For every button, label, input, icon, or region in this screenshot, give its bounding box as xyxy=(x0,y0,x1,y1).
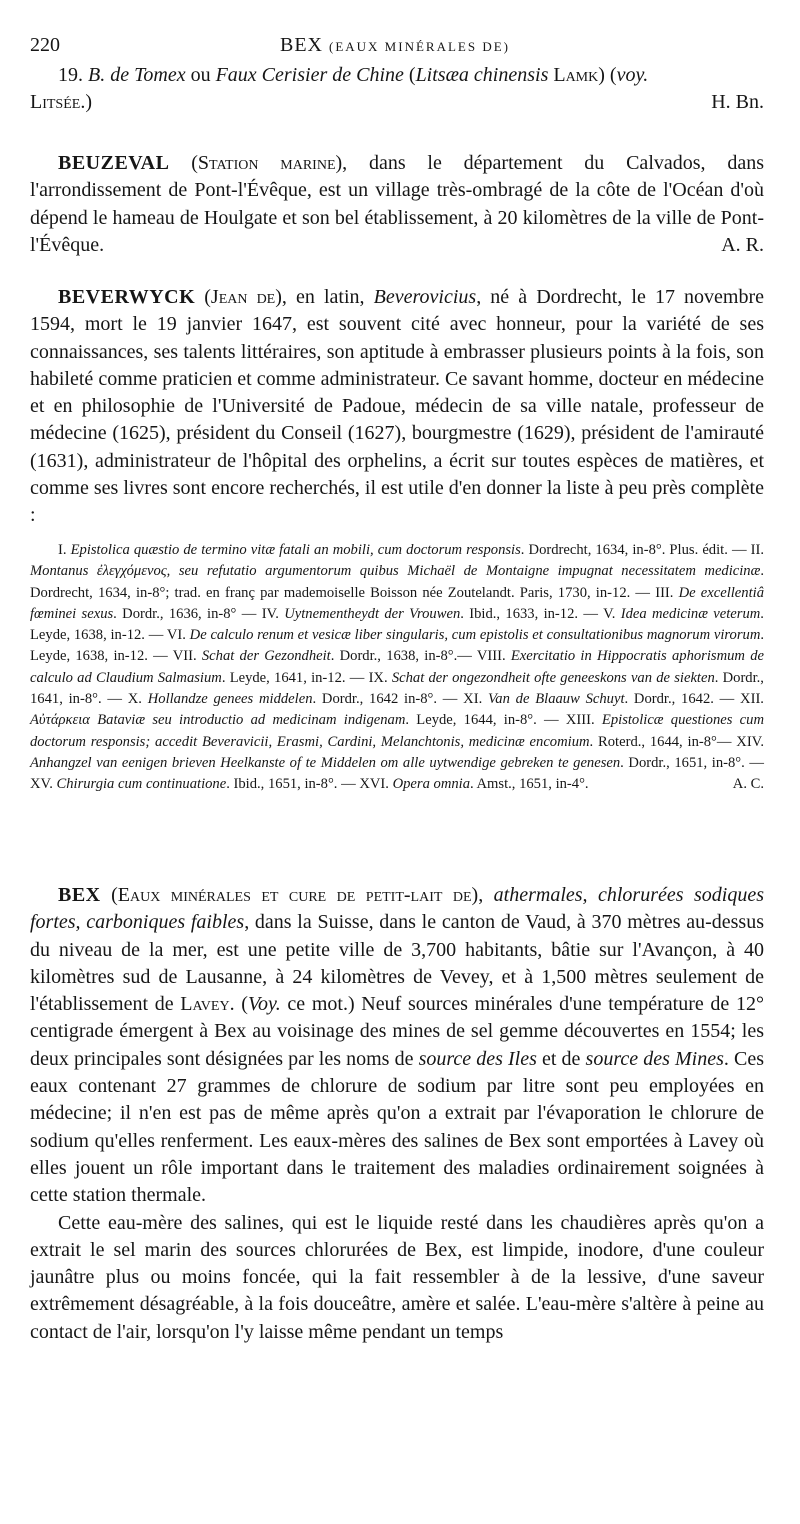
text-run: .) xyxy=(80,91,92,114)
work-number: XIV. xyxy=(736,733,764,750)
entry-author: A. R. xyxy=(721,233,764,256)
running-title-main: BEX xyxy=(280,34,323,56)
work-title: Uytnementheydt der Vrouwen xyxy=(284,605,461,622)
entry-forename: Jean de xyxy=(210,286,276,308)
work-details: . Leyde, 1641, in-12. — xyxy=(221,669,369,686)
text-run: et de xyxy=(536,1047,586,1070)
work-title: Hollandze genees middelen xyxy=(147,691,313,708)
work-details: . Dordrecht, 1634, in-8°; trad. en franç par mademoiselle Boisson née Zoutelandt. Paris, 1730, in-12. — xyxy=(30,563,764,601)
latin-name: Litsæa chinensis xyxy=(415,64,549,86)
entry-author: A. C. xyxy=(732,776,764,793)
work-details: . Dordr., 1642. — xyxy=(624,691,741,708)
work-title: Αὐτάρκεια Bataviæ seu introductio ad medicinam indigenam xyxy=(30,712,406,729)
see-ref: Voy. xyxy=(247,993,281,1016)
text-run: , né à Dordrecht, le 17 novembre 1594, mort le 19 janvier 1647, est souvent cité avec honneur, pour la variété de ses connaissances, ses talents littéraires, son aptitude à embrasser plusieurs points à la fois, son habileté comme praticien et comme administrateur. Ce savant homme, docteur en médecine et en philosophie de l'Université de Padoue, médecin de sa ville natale, professeur de médecine (1625), président du Conseil (1627), bourgmestre (1629), président de l'amirauté (1631), administrateur de l'hôpital des orphelins, a écrit sur toutes espèces de matières, et comme ses livres sont encore recherchés, il est utile d'en donner la liste à peu près complète : xyxy=(30,286,765,527)
entry-headword: BEVERWYCK xyxy=(58,286,196,308)
work-title: Chirurgia cum continuatione xyxy=(56,776,227,793)
entry-bex xyxy=(30,882,764,1346)
entry-beverwyck xyxy=(30,284,764,530)
work-number: X. xyxy=(127,691,148,708)
work-details: . Roterd., 1644, in-8°— xyxy=(589,733,737,750)
text-run: . ( xyxy=(229,993,248,1016)
entry-bex-paragraph-1 xyxy=(30,882,764,1210)
cross-reference: Lavey xyxy=(180,993,230,1016)
work-number: XII. xyxy=(740,691,764,708)
work-number: XI. xyxy=(463,691,488,708)
work-number: I. xyxy=(58,542,71,558)
work-title: Van de Blaauw Schuyt xyxy=(488,691,625,708)
entry-headword: BEX xyxy=(58,884,101,906)
entry-qualifier: Eaux minérales et cure de petit-lait de xyxy=(117,884,472,906)
work-title: Opera omnia xyxy=(392,776,471,793)
work-details: . Ibid., 1633, in-12. — xyxy=(460,605,604,622)
work-number: IV. xyxy=(261,605,285,622)
text-run: ou xyxy=(185,64,216,86)
work-details: . Dordr., 1641, in-8°. — xyxy=(30,669,764,708)
entry-beuzeval-paragraph xyxy=(30,150,764,259)
entry-tomex xyxy=(30,62,764,117)
text-run: ) ( xyxy=(598,64,617,86)
entry-beuzeval xyxy=(30,150,764,259)
work-details: . Leyde, 1638, in-12. — xyxy=(30,627,765,665)
bibliography-paragraph xyxy=(30,540,764,796)
work-title: Idea medicinæ veterum xyxy=(620,605,761,622)
work-title: De excellentiâ fœminei sexus xyxy=(30,584,764,622)
work-details: . Leyde, 1638, in-12. — xyxy=(30,605,764,644)
work-number: IX. xyxy=(368,669,392,686)
work-details: . Dordr., 1638, in-8°.— xyxy=(330,648,477,665)
entry-bex-paragraph-2: Cette eau-mère des salines, qui est le liquide resté dans les chaudières après qu'on a extrait le sel marin des sources chlorurées de Bex, est limpide, inodore, d'une couleur jaunâtre plus ou moins foncée, qui la fait ressembler à de la lessive, d'une saveur extrêmement désagréable, à la fois douceâtre, amère et salée. L'eau-mère s'altère à peine au contact de l'air, lorsqu'on l'y laisse même pendant un temps xyxy=(30,1211,764,1343)
entry-headword: BEUZEVAL xyxy=(58,152,170,174)
running-title-sub: (EAUX MINÉRALES DE) xyxy=(329,39,510,54)
source-name: source des Mines xyxy=(585,1047,724,1070)
work-title: Schat der ongezondheit ofte geneeskons van de siekten xyxy=(391,669,715,686)
text-run: ( xyxy=(195,286,211,308)
work-details: . Ibid., 1651, in-8°. — xyxy=(226,776,360,793)
work-number: XIII. xyxy=(565,712,602,729)
entry-number: 19. xyxy=(58,64,83,86)
botanist-abbrev: Lamk xyxy=(553,64,599,86)
work-details: . Dordrecht, 1634, in-8°. Plus. édit. — xyxy=(520,542,751,558)
work-title: De calculo renum et vesicæ liber singularis, cum epistolis et consultationibus magnorum virorum xyxy=(189,627,761,644)
entry-author: H. Bn. xyxy=(711,91,764,114)
text-run: ce mot.) Neuf sources minérales d'une température de 12° centigrade émergent à Bex au voisinage des mines de sel gemme découvertes en 1554; les deux principales sont désignées par les noms de xyxy=(30,993,764,1070)
page-number: 220 xyxy=(30,34,60,56)
work-number: XVI. xyxy=(359,776,393,793)
work-title: Anhangzel van eenigen brieven Heelkanste of te Middelen om alle uytwendige gebreken te genesen xyxy=(30,754,621,771)
text-run: , dans la Suisse, dans le canton de Vaud, à 370 mètres au-dessus du niveau de la mer, est une petite ville de 3,700 habitants, bâtie sur l'Avançon, à 40 kilomètres sud de Lausanne, à 24 kilomètres de Vevey, et à 1,500 mètres seulement de l'établissement de xyxy=(30,911,764,1016)
running-header xyxy=(30,30,760,60)
work-number: VI. xyxy=(166,627,190,644)
species-name: B. de Tomex xyxy=(88,64,186,86)
work-details: . Amst., 1651, in-4°. xyxy=(470,776,589,793)
see-ref: voy. xyxy=(616,64,649,86)
work-title: Schat der Gezondheit xyxy=(201,648,331,665)
source-name: source des Iles xyxy=(418,1047,537,1070)
work-details: . Dordr., 1636, in-8° — xyxy=(113,605,262,622)
entry-beverwyck-paragraph xyxy=(30,284,764,530)
running-title xyxy=(30,34,760,57)
latin-name: Beverovicius xyxy=(373,286,477,308)
water-classification: athermales, chlorurées sodiques fortes, carboniques faibles xyxy=(30,884,764,934)
work-details: . Dordr., 1651, in-8°. — xyxy=(620,754,764,771)
work-number: VIII. xyxy=(476,648,511,665)
text-run: ( xyxy=(403,64,416,86)
work-title: Montanus ἐλεγχόμενος, seu refutatio argumentorum quibus Michaël de Montaigne impugnat necessitatem medicinæ xyxy=(30,563,761,580)
text-run: ), dans le département du Calvados, dans l'arrondissement de Pont-l'Évêque, est un village très-ombragé de la côte de l'Océan d'où dépend le hameau de Houlgate et son bel établissement, à 20 kilomètres de la ville de Pont-l'Évêque. xyxy=(30,152,764,256)
text-run: . Ces eaux contenant 27 grammes de chlorure de sodium par litre sont peu employées en médecine; il n'en est pas de même après qu'on a extrait par l'évaporation le chlorure de sodium qu'elles renferment. Les eaux-mères des salines de Bex sont emportées à Lavey où elles jouent un rôle important dans le traitement des maladies ordinairement soignées à cette station thermale. xyxy=(30,1047,764,1207)
work-number: II. xyxy=(750,542,764,558)
work-details: . Dordr., 1642 in-8°. — xyxy=(312,691,464,708)
beverwyck-bibliography xyxy=(30,540,764,796)
work-title: Epistolica quæstio de termino vitæ fatali an mobili, cum doctorum responsis xyxy=(70,542,521,558)
cross-reference: Litsée xyxy=(30,91,81,114)
text-run: ), xyxy=(471,884,494,906)
entry-tomex-paragraph xyxy=(30,62,764,117)
text-run: ), en latin, xyxy=(275,286,374,308)
text-run: ( xyxy=(169,152,198,174)
work-number: XV. xyxy=(30,776,57,793)
common-name: Faux Cerisier de Chine xyxy=(215,64,404,86)
entry-qualifier: Station marine xyxy=(197,152,336,174)
work-details: . Leyde, 1644, in-8°. — xyxy=(405,712,566,729)
work-number: V. xyxy=(603,605,621,622)
text-run: ( xyxy=(100,884,118,906)
work-title: Epistolicæ questiones cum doctorum responsis; accedit Beveravicii, Erasmi, Cardini, Melanchtonis, medicinæ encomium xyxy=(30,712,764,750)
work-title: Exercitatio in Hippocratis aphorismum de calculo ad Claudium Salmasium xyxy=(30,648,764,686)
work-number: VII. xyxy=(172,648,202,665)
work-number: III. xyxy=(655,584,679,601)
